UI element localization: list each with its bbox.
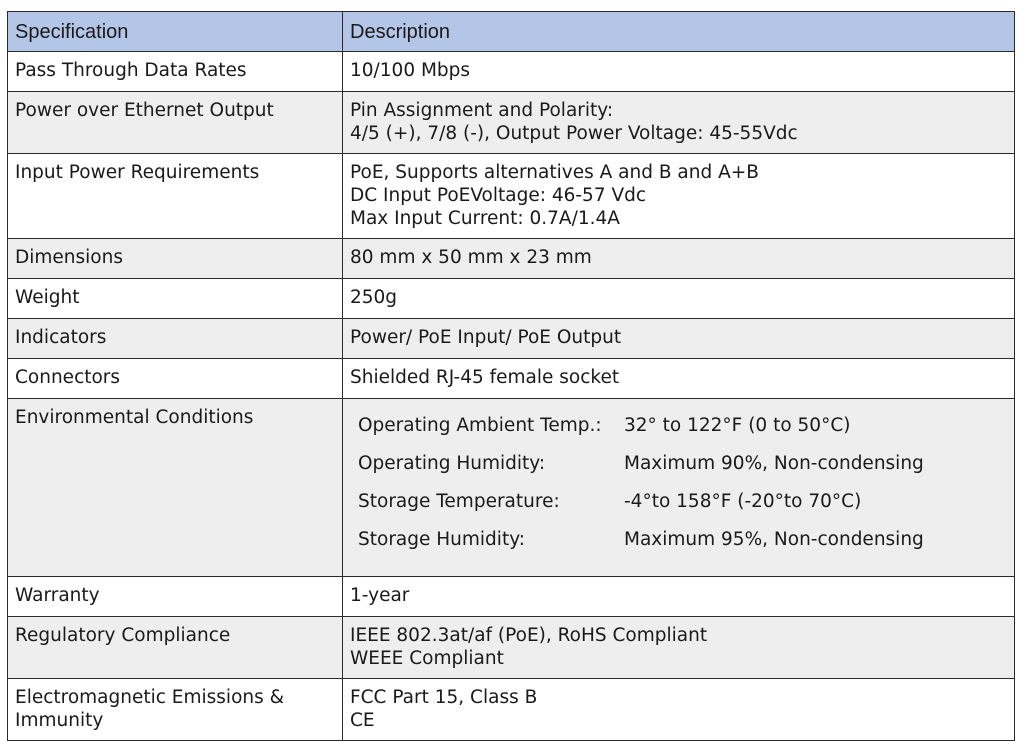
specification-table: [7, 11, 1015, 741]
env-row: [350, 528, 1007, 566]
spec-cell: Regulatory Compliance: [8, 617, 343, 679]
spec-cell: Dimensions: [8, 239, 343, 279]
env-row: [350, 452, 1007, 490]
desc-cell: [343, 359, 1015, 399]
desc-line: PoE, Supports alternatives A and B and A+B: [350, 162, 759, 183]
desc-line: 4/5 (+), 7/8 (-), Output Power Voltage: 45-55Vdc: [350, 123, 798, 144]
spec-cell: [8, 679, 343, 741]
spec-cell: Warranty: [8, 577, 343, 617]
table-row: [8, 239, 1015, 279]
desc-line: FCC Part 15, Class B: [350, 687, 538, 708]
desc-line: DC Input PoEVoltage: 46-57 Vdc: [350, 185, 647, 206]
env-value: -4°to 158°F (-20°to 70°C): [624, 491, 862, 512]
table-row: [8, 359, 1015, 399]
spec-cell: Environmental Conditions: [8, 399, 343, 577]
env-row: [350, 414, 1007, 452]
desc-line: CE: [350, 710, 375, 731]
env-label: Operating Humidity:: [358, 453, 546, 474]
table-row: [8, 92, 1015, 154]
desc-line: Shielded RJ-45 female socket: [350, 367, 620, 388]
spec-cell: Connectors: [8, 359, 343, 399]
desc-line: Pin Assignment and Polarity:: [350, 100, 614, 121]
table-row: [8, 279, 1015, 319]
environmental-conditions-list: [350, 414, 1007, 566]
desc-line: 80 mm x 50 mm x 23 mm: [350, 247, 592, 268]
env-label: Storage Temperature:: [358, 491, 560, 512]
desc-line: 250g: [350, 287, 398, 308]
desc-cell: [343, 154, 1015, 239]
env-label: Storage Humidity:: [358, 529, 526, 550]
spec-cell: Power over Ethernet Output: [8, 92, 343, 154]
desc-cell: [343, 279, 1015, 319]
spec-cell: Input Power Requirements: [8, 154, 343, 239]
table-row: [8, 319, 1015, 359]
spec-cell: Weight: [8, 279, 343, 319]
desc-line: WEEE Compliant: [350, 648, 504, 669]
spec-line: Electromagnetic Emissions &: [15, 687, 285, 708]
env-row: [350, 490, 1007, 528]
desc-line: IEEE 802.3at/af (PoE), RoHS Compliant: [350, 625, 708, 646]
table-row: [8, 577, 1015, 617]
spec-line: Immunity: [15, 710, 104, 731]
header-specification: Specification: [8, 12, 343, 52]
table-row: [8, 154, 1015, 239]
header-description: Description: [343, 12, 1015, 52]
table-row: [8, 679, 1015, 741]
desc-cell: [343, 679, 1015, 741]
env-value: 32° to 122°F (0 to 50°C): [624, 415, 851, 436]
desc-cell: [343, 52, 1015, 92]
env-value: Maximum 95%, Non-condensing: [624, 529, 924, 550]
desc-cell: [343, 617, 1015, 679]
header-row: [8, 12, 1015, 52]
desc-line: Power/ PoE Input/ PoE Output: [350, 327, 622, 348]
desc-line: 10/100 Mbps: [350, 60, 471, 81]
table-row: [8, 52, 1015, 92]
spec-cell: Pass Through Data Rates: [8, 52, 343, 92]
table-row-environmental: [8, 399, 1015, 577]
desc-cell: [343, 239, 1015, 279]
env-label: Operating Ambient Temp.:: [358, 415, 602, 436]
env-value: Maximum 90%, Non-condensing: [624, 453, 924, 474]
desc-cell: [343, 577, 1015, 617]
desc-cell: [343, 319, 1015, 359]
desc-line: 1-year: [350, 585, 410, 606]
desc-cell: [343, 399, 1015, 577]
spec-cell: Indicators: [8, 319, 343, 359]
desc-cell: [343, 92, 1015, 154]
table-row: [8, 617, 1015, 679]
desc-line: Max Input Current: 0.7A/1.4A: [350, 208, 620, 229]
